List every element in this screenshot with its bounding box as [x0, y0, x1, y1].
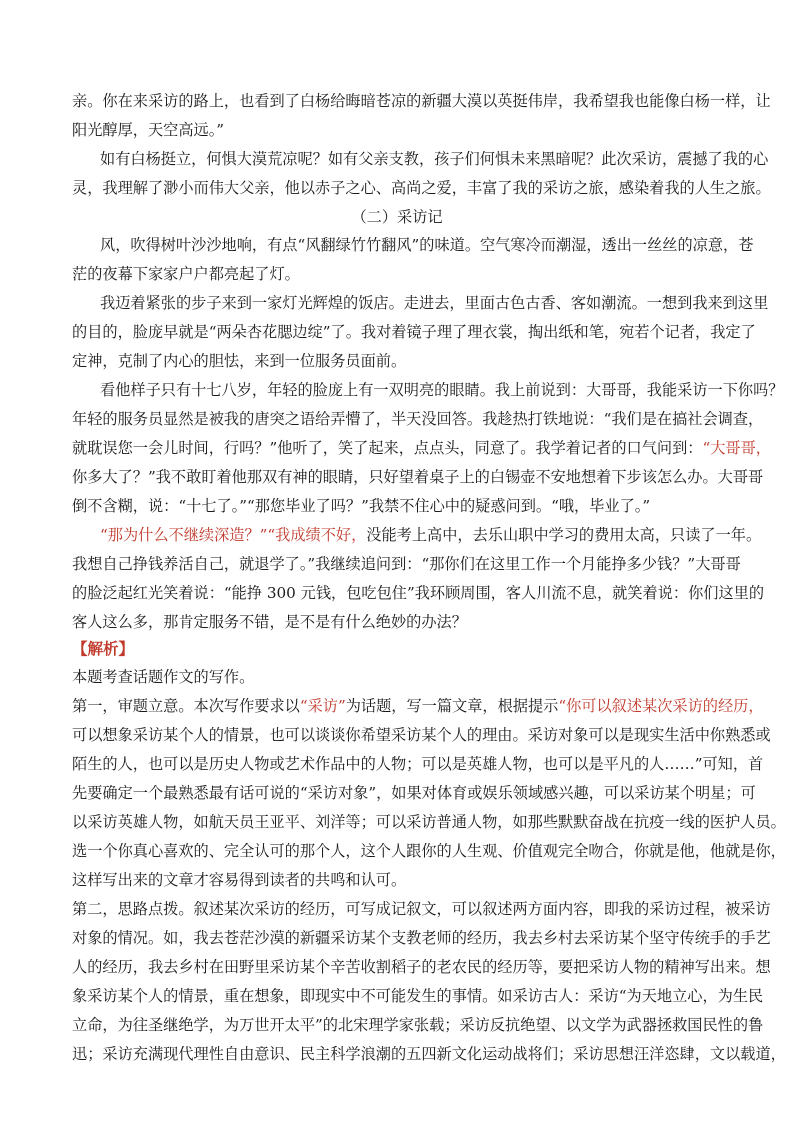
essay-line: 的脸泛起红光笑着说：“能挣 300 元钱，包吃包住”我环顾周围，客人川流不息，就笑着说：你们这里的	[72, 584, 765, 602]
analysis-line: 第二，思路点拨。叙述某次采访的经历，可写成记叙文，可以叙述两方面内容，即我的采访过程，被采访	[72, 900, 771, 918]
essay-line: 阳光醇厚，天空高远。”	[72, 121, 225, 139]
highlighted-hint: “你可以叙述某次采访的经历，	[558, 697, 764, 715]
essay-line	[100, 522, 762, 548]
essay-line: 亲。你在来采访的路上，也看到了白杨给晦暗苍凉的新疆大漠以英挺伟岸，我希望我也能像白杨一样，让	[72, 92, 771, 110]
analysis-line	[72, 693, 764, 719]
essay-line: 我想自己挣钱养活自己，就退学了。”我继续追问到：“那你们在这里工作一个月能挣多少钱？”大哥哥	[72, 555, 741, 573]
analysis-text: 为话题，写一篇文章，根据提示	[345, 697, 559, 715]
analysis-line: 这样写出来的文章才容易得到读者的共鸣和认可。	[72, 871, 407, 889]
analysis-line: 以采访英雄人物，如航天员王亚平、刘洋等；可以采访普通人物，如那些默默奋战在抗疫一线的医护人员。	[72, 813, 786, 831]
essay-line: 倒不含糊，说：“十七了。”“那您毕业了吗？”我禁不住心中的疑惑问到。“哦，毕业了。”	[72, 497, 651, 515]
essay-line: 灵，我理解了渺小而伟大父亲，他以赤子之心、高尚之爱，丰富了我的采访之旅，感染着我的人生之旅。	[72, 179, 771, 197]
highlighted-quote: “那为什么不继续深造？”	[100, 526, 268, 544]
analysis-label: 【解析】	[72, 639, 135, 658]
essay-line: 你多大了？”我不敢盯着他那双有神的眼睛，只好望着桌子上的白锡壶不安地想着下步该怎么办。大哥哥	[72, 468, 764, 486]
analysis-line: 人的经历，我去乡村在田野里采访某个辛苦收割稻子的老农民的经历等，要把采访人物的精神写出来。想	[72, 958, 771, 976]
essay-line: 客人这么多，那肯定服务不错，是不是有什么绝妙的办法？	[72, 613, 467, 631]
analysis-line: 可以想象采访某个人的情景，也可以谈谈你希望采访某个人的理由。采访对象可以是现实生活中你熟悉或	[72, 726, 771, 744]
essay-text: 就耽误您一会儿时间，行吗？”他听了，笑了起来，点点头，同意了。我学着记者的口气问到：	[72, 439, 703, 457]
essay-text: 没能考上高中，去乐山职中学习的费用太高，只读了一年。	[366, 526, 762, 544]
highlighted-quote: “大哥哥，	[702, 439, 771, 457]
essay-line: 的目的，脸庞早就是“两朵杏花腮边绽”了。我对着镜子理了理衣裳，掏出纸和笔，宛若个记者，我定了	[72, 323, 756, 341]
highlighted-topic: “采访”	[299, 697, 346, 715]
essay-line: 看他样子只有十七八岁，年轻的脸庞上有一双明亮的眼睛。我上前说到：大哥哥，我能采访一下你吗？	[100, 381, 784, 399]
analysis-line: 陌生的人，也可以是历史人物或艺术作品中的人物；可以是英雄人物，也可以是平凡的人……”可知，首	[72, 755, 764, 773]
analysis-line: 先要确定一个最熟悉最有话可说的“采访对象”，如果对体育或娱乐领域感兴趣，可以采访某个明星；可	[72, 784, 756, 802]
essay-line: 我迈着紧张的步子来到一家灯光辉煌的饭店。走进去，里面古色古香、客如潮流。一想到我来到这里	[100, 294, 769, 312]
essay-line: 茫的夜幕下家家户户都亮起了灯。	[72, 265, 300, 283]
analysis-line: 对象的情况。如，我去苍茫沙漠的新疆采访某个支教老师的经历，我去乡村去采访某个坚守传统手的手艺	[72, 929, 771, 947]
analysis-line: 象采访某个人的情景，重在想象，即现实中不可能发生的事情。如采访古人：采访“为天地立心，为生民	[72, 987, 764, 1005]
essay-line: 年轻的服务员显然是被我的唐突之语给弄懵了，半天没回答。我趁热打铁地说：“我们是在搞社会调查，	[72, 410, 764, 428]
analysis-line: 选一个你真心喜欢的、完全认可的那个人，这个人跟你的人生观、价值观完全吻合，你就是他，他就是你，	[72, 842, 786, 860]
highlighted-quote: “我成绩不好，	[267, 526, 367, 544]
analysis-line: 迅；采访充满现代理性自由意识、民主科学浪潮的五四新文化运动战将们；采访思想汪洋恣肆，文以载道，	[72, 1045, 786, 1063]
essay-line: 风，吹得树叶沙沙地响，有点“风翻绿竹竹翻风”的味道。空气寒冷而潮湿，透出一丝丝的凉意，苍	[100, 236, 754, 254]
analysis-intro: 本题考查话题作文的写作。	[72, 668, 255, 686]
essay-line: 定神，克制了内心的胆怯，来到一位服务员面前。	[72, 352, 407, 370]
essay-line: 如有白杨挺立，何惧大漠荒凉呢？如有父亲支教，孩子们何惧未来黑暗呢？此次采访，震撼了我的心	[100, 150, 769, 168]
analysis-text: 第一，审题立意。本次写作要求以	[72, 697, 300, 715]
section-title: （二）采访记	[351, 208, 443, 226]
analysis-line: 立命，为往圣继绝学，为万世开太平”的北宋理学家张载；采访反抗绝望、以文学为武器拯救国民性的鲁	[72, 1016, 764, 1034]
essay-line	[72, 435, 771, 461]
